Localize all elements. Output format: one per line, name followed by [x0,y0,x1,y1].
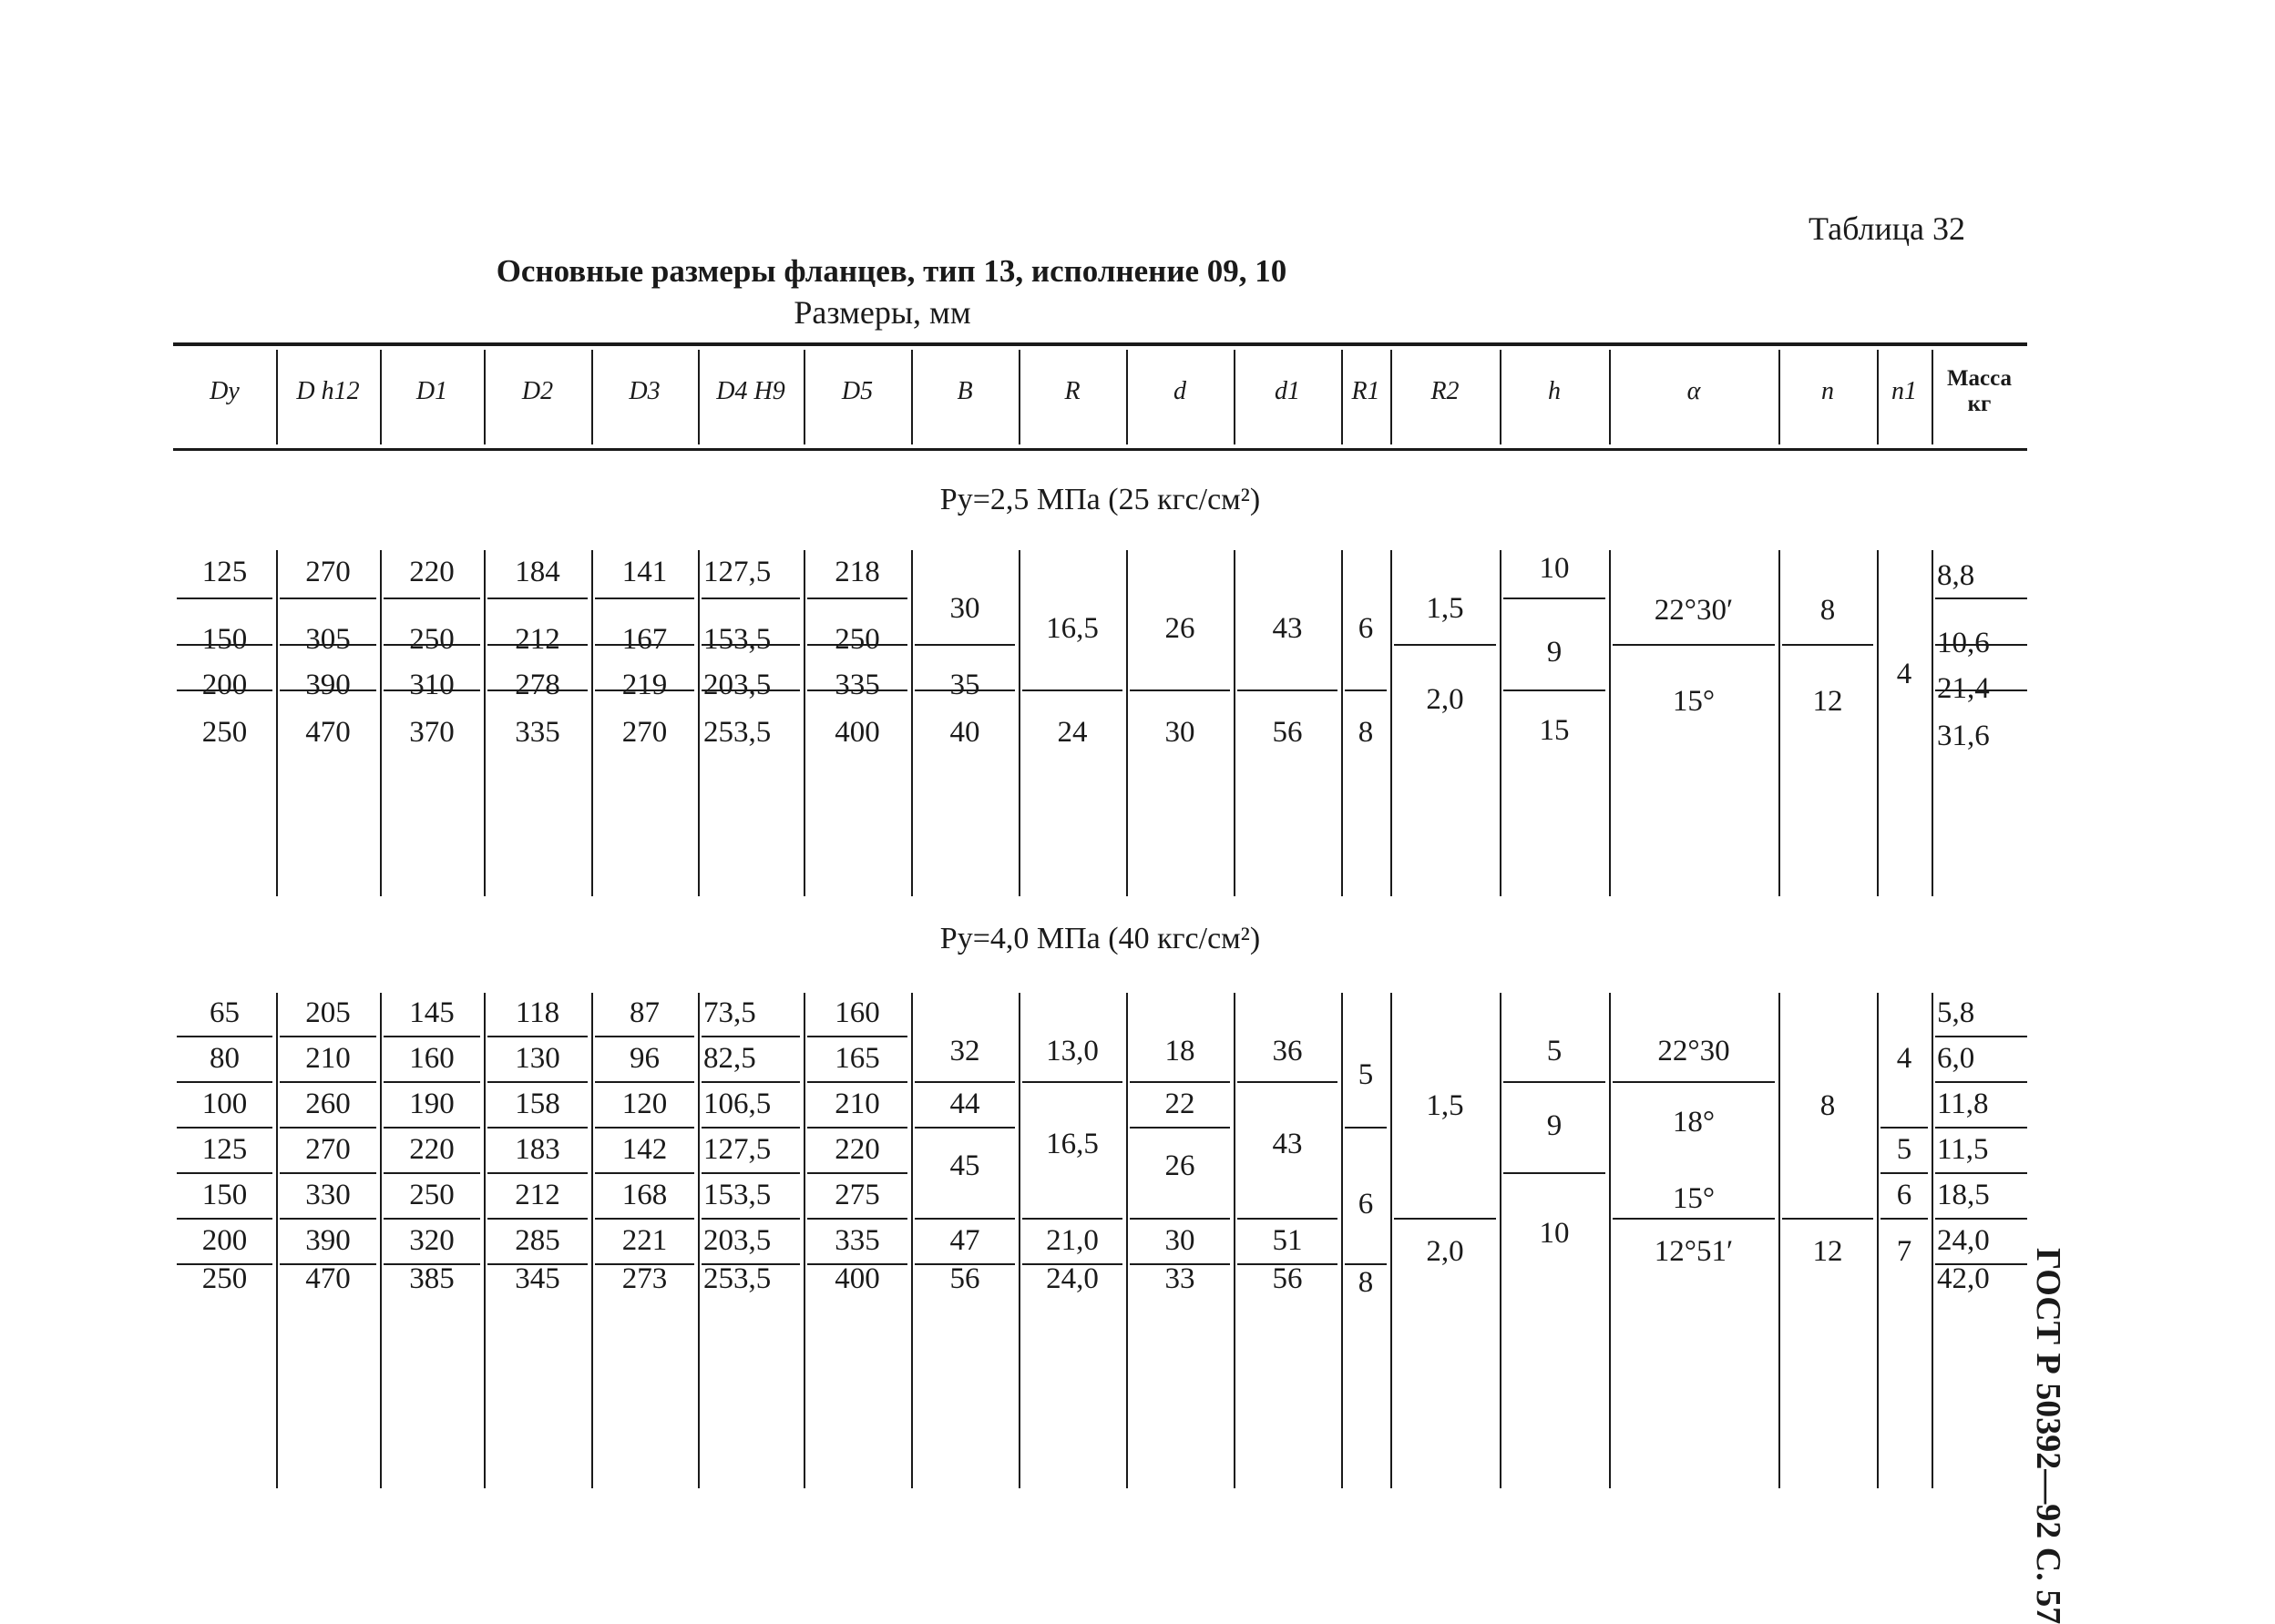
row-rule [1935,1036,2027,1037]
row-rule [1782,1218,1873,1220]
table-cell: 250 [201,1262,248,1295]
column-divider [1609,993,1611,1488]
table-cell: 184 [515,556,560,588]
column-divider [1019,550,1020,896]
cell-n: 8 [1819,1089,1836,1122]
table-cell: 118 [515,996,560,1029]
cell-r: 16,5 [1046,1128,1099,1160]
row-rule [177,598,272,599]
col-header-h: h [1548,376,1561,405]
column-divider [1126,993,1128,1488]
row-rule [177,1172,272,1174]
row-rule [1345,689,1387,691]
row-rule [807,1081,907,1083]
table-cell: 183 [515,1133,560,1166]
table-cell: 210 [835,1088,880,1120]
mass-header-label [1947,366,2012,417]
row-rule [384,1127,480,1129]
cell-n1: 4 [1896,1042,1912,1075]
table-cell: 250 [409,623,455,656]
cell-h: 10 [1539,552,1570,585]
row-rule [1022,1081,1122,1083]
table-cell: 120 [621,1088,668,1120]
column-divider [1778,550,1780,896]
row-rule [1394,644,1496,646]
cell-r: 13,0 [1046,1035,1099,1067]
row-rule [1022,1218,1122,1220]
table-cell: 200 [201,1224,248,1257]
mass-cell: 31,6 [1937,720,1990,752]
section-label-25mpa: Pу=2,5 МПа (25 кгс/см²) [939,483,1261,516]
col-header-d5: D5 [841,376,874,405]
table-cell: 253,5 [703,716,772,749]
cell-n1: 5 [1896,1133,1912,1166]
mass-cell: 24,0 [1937,1224,1990,1257]
col-header-b: B [957,376,973,405]
cell-r2: 2,0 [1426,683,1464,716]
row-rule [280,1172,376,1174]
row-rule [1935,1218,2027,1220]
cell-alpha: 18° [1672,1106,1716,1139]
row-rule [280,1036,376,1037]
column-divider [591,993,593,1488]
row-rule [702,1172,800,1174]
table-cell: 96 [630,1042,660,1075]
row-rule [1935,598,2027,599]
col-header-n: n [1821,376,1834,405]
column-divider [1390,550,1392,896]
row-rule [487,1127,588,1129]
cell-d1: 43 [1272,612,1303,645]
table-cell: 273 [621,1262,668,1295]
cell-d: 30 [1164,716,1195,749]
row-rule [1935,1081,2027,1083]
column-divider [484,550,486,896]
cell-b: 47 [949,1224,980,1257]
column-divider [591,550,593,896]
cell-b: 56 [949,1262,980,1295]
table-cell: 220 [409,1133,455,1166]
row-rule [702,1218,800,1220]
row-rule [384,1172,480,1174]
table-cell: 219 [621,669,668,701]
row-rule [1880,1218,1928,1220]
row-rule [384,1036,480,1037]
cell-alpha: 22°30 [1657,1035,1730,1067]
column-divider [1341,550,1343,896]
cell-r: 24,0 [1046,1262,1099,1295]
column-divider [698,550,700,896]
header-bottom-rule [173,448,2027,451]
column-divider [1341,993,1343,1488]
table-cell: 125 [201,556,248,588]
column-divider [276,550,278,896]
cell-r: 16,5 [1046,612,1099,645]
row-rule [595,1172,694,1174]
table-cell: 320 [409,1224,455,1257]
row-rule [1613,1081,1775,1083]
table-cell: 82,5 [703,1042,756,1075]
cell-r2: 1,5 [1426,1089,1464,1122]
column-divider [1877,993,1879,1488]
table-cell: 125 [201,1133,248,1166]
row-rule [487,598,588,599]
row-rule [915,1127,1015,1129]
table-cell: 220 [409,556,455,588]
cell-n: 8 [1819,594,1836,627]
table-cell: 250 [409,1179,455,1211]
table-cell: 87 [630,996,660,1029]
table-title [0,253,2275,290]
cell-d1: 56 [1272,716,1303,749]
row-rule [595,1218,694,1220]
table-cell: 335 [835,1224,880,1257]
table-cell: 153,5 [703,623,772,656]
row-rule [915,1081,1015,1083]
table-cell: 80 [210,1042,240,1075]
column-divider [1778,993,1780,1488]
flange-table [173,339,2027,1505]
mass-cell: 18,5 [1937,1179,1990,1211]
table-cell: 285 [515,1224,560,1257]
cell-r2: 2,0 [1426,1235,1464,1268]
col-header-d4-h9: D4 H9 [716,376,785,405]
column-divider [276,993,278,1488]
row-rule [1237,1218,1337,1220]
table-cell: 250 [201,716,248,749]
row-rule [487,1172,588,1174]
col-header-d-h12: D h12 [296,376,360,405]
row-rule [1394,1218,1496,1220]
mass-header-line2: кг [1967,391,1992,416]
table-cell: 106,5 [703,1088,772,1120]
table-cell: 73,5 [703,996,756,1029]
row-rule [1237,689,1337,691]
row-rule [595,1036,694,1037]
row-rule [280,598,376,599]
column-divider [1234,550,1235,896]
table-cell: 335 [515,716,560,749]
row-rule [702,1127,800,1129]
cell-alpha: 15° [1672,685,1716,718]
column-divider [911,550,913,896]
row-rule [915,644,1015,646]
row-rule [702,598,800,599]
table-cell: 275 [835,1179,880,1211]
row-rule [1613,1218,1775,1220]
table-cell: 168 [621,1179,668,1211]
cell-n: 12 [1812,1235,1843,1268]
column-divider [1390,993,1392,1488]
column-divider [1932,993,1933,1488]
table-cell: 127,5 [703,556,772,588]
table-cell: 200 [201,669,248,701]
table-cell: 390 [305,669,351,701]
col-header-n1: n1 [1891,376,1917,405]
table-cell: 370 [409,716,455,749]
cell-d: 22 [1164,1088,1195,1120]
col-header-alpha: α [1686,376,1701,405]
row-rule [384,1081,480,1083]
row-rule [1345,1127,1387,1129]
col-header-dy: Dу [210,376,240,405]
column-divider [804,993,805,1488]
row-rule [280,1218,376,1220]
col-header-d1-small: d1 [1275,376,1300,405]
row-rule [1782,644,1873,646]
table-cell: 220 [835,1133,880,1166]
cell-n1: 4 [1896,658,1912,690]
row-rule [1237,1081,1337,1083]
table-cell: 212 [515,1179,560,1211]
row-rule [1130,1218,1230,1220]
cell-h: 15 [1539,714,1570,747]
column-divider [1609,550,1611,896]
mass-cell: 8,8 [1937,559,1975,592]
table-cell: 142 [621,1133,668,1166]
cell-d1: 51 [1272,1224,1303,1257]
row-rule [384,1218,480,1220]
table-cell: 278 [515,669,560,701]
side-stamp: ГОСТ Р 50392—92 С. 57 [2029,1248,2067,1624]
col-header-r1: R1 [1351,376,1380,405]
mass-cell: 10,6 [1937,627,1990,659]
column-divider [380,550,382,896]
row-rule [177,1036,272,1037]
column-divider [698,993,700,1488]
table-cell: 203,5 [703,669,772,701]
table-cell: 390 [305,1224,351,1257]
cell-d1: 43 [1272,1128,1303,1160]
mass-cell: 42,0 [1937,1262,1990,1295]
table-cell: 190 [409,1088,455,1120]
cell-b: 32 [949,1035,980,1067]
row-rule [487,1218,588,1220]
table-title-text: Основные размеры фланцев, тип 13, исполнение 09, 10 [496,253,1287,289]
cell-alpha: 15° [1672,1182,1716,1215]
row-rule [807,1172,907,1174]
table-cell: 335 [835,669,880,701]
cell-alpha: 12°51′ [1654,1235,1734,1268]
table-cell: 145 [409,996,455,1029]
row-rule [1345,1263,1387,1265]
row-rule [1130,1081,1230,1083]
cell-b: 35 [949,669,980,701]
table-cell: 165 [835,1042,880,1075]
table-cell: 270 [621,716,668,749]
mass-cell: 11,8 [1937,1088,1989,1120]
row-rule [1503,1172,1605,1174]
col-header-d3: D3 [629,376,661,405]
table-cell: 385 [409,1262,455,1295]
cell-h: 10 [1539,1217,1570,1250]
cell-h: 9 [1546,1109,1563,1142]
cell-d: 26 [1164,612,1195,645]
row-rule [1880,1127,1928,1129]
table-cell: 218 [835,556,880,588]
table-cell: 270 [305,1133,351,1166]
row-rule [702,1036,800,1037]
section-label-40mpa: Pу=4,0 МПа (40 кгс/см²) [939,922,1261,955]
row-rule [807,1036,907,1037]
column-divider [1500,993,1501,1488]
row-rule [595,598,694,599]
table-cell: 130 [515,1042,560,1075]
table-cell: 250 [835,623,880,656]
cell-n1: 6 [1896,1179,1912,1211]
column-divider [380,993,382,1488]
cell-d: 30 [1164,1224,1195,1257]
cell-r1: 6 [1358,612,1374,645]
table-cell: 167 [621,623,668,656]
cell-b: 30 [949,592,980,625]
mass-cell: 21,4 [1937,672,1990,705]
row-rule [702,1081,800,1083]
col-header-r2: R2 [1430,376,1460,405]
mass-cell: 6,0 [1937,1042,1975,1075]
table-caption: Таблица 32 [1809,210,1965,247]
row-rule [915,1218,1015,1220]
row-rule [280,1081,376,1083]
table-cell: 330 [305,1179,351,1211]
table-cell: 400 [835,1262,880,1295]
table-cell: 160 [835,996,880,1029]
row-rule [280,1127,376,1129]
row-rule [1880,1172,1928,1174]
table-cell: 205 [305,996,351,1029]
cell-b: 44 [949,1088,980,1120]
row-rule [177,1218,272,1220]
table-cell: 210 [305,1042,351,1075]
table-cell: 305 [305,623,351,656]
cell-b: 45 [949,1149,980,1182]
row-rule [1935,1172,2027,1174]
col-header-r: R [1064,376,1081,405]
table-cell: 212 [515,623,560,656]
table-cell: 470 [305,1262,351,1295]
row-rule [1503,689,1605,691]
row-rule [487,1036,588,1037]
row-rule [1503,1081,1605,1083]
table-cell: 141 [621,556,668,588]
column-divider [1500,550,1501,896]
table-cell: 400 [835,716,880,749]
cell-r1: 5 [1358,1058,1374,1091]
row-rule [177,1127,272,1129]
table-cell: 153,5 [703,1179,772,1211]
mass-cell: 5,8 [1937,996,1975,1029]
table-cell: 127,5 [703,1133,772,1166]
row-rule [807,1218,907,1220]
row-rule [1613,644,1775,646]
table-cell: 270 [305,556,351,588]
cell-r1: 8 [1358,716,1374,749]
table-cell: 203,5 [703,1224,772,1257]
col-header-mass [1932,339,2027,444]
column-divider [911,993,913,1488]
cell-h: 9 [1546,636,1563,669]
row-rule [807,598,907,599]
mass-header-line1: Масса [1946,365,2013,391]
table-cell: 65 [210,996,240,1029]
column-divider [1877,550,1879,896]
table-cell: 150 [201,623,248,656]
row-rule [1022,689,1122,691]
cell-b: 40 [949,716,980,749]
cell-r: 21,0 [1046,1224,1099,1257]
row-rule [1503,598,1605,599]
col-header-d: d [1173,376,1186,405]
cell-n: 12 [1812,685,1843,718]
row-rule [595,1081,694,1083]
table-cell: 470 [305,716,351,749]
col-header-d2: D2 [521,376,554,405]
cell-r1: 8 [1358,1266,1374,1299]
col-header-d1: D1 [415,376,448,405]
row-rule [384,598,480,599]
cell-d: 18 [1164,1035,1195,1067]
table-subtitle-text: Размеры, мм [794,294,971,331]
table-cell: 260 [305,1088,351,1120]
table-cell: 158 [515,1088,560,1120]
table-cell: 345 [515,1262,560,1295]
cell-r: 24 [1057,716,1088,749]
table-cell: 253,5 [703,1262,772,1295]
row-rule [1130,1127,1230,1129]
row-rule [1935,1127,2027,1129]
table-cell: 310 [409,669,455,701]
column-divider [804,550,805,896]
table-cell: 221 [621,1224,668,1257]
table-subtitle [0,293,2275,332]
row-rule [1130,689,1230,691]
column-divider [484,993,486,1488]
row-rule [807,1127,907,1129]
row-rule [595,1127,694,1129]
cell-alpha: 22°30′ [1654,594,1734,627]
row-rule [487,1081,588,1083]
cell-d: 26 [1164,1149,1195,1182]
column-divider [1932,550,1933,896]
cell-d: 33 [1164,1262,1195,1295]
cell-r1: 6 [1358,1188,1374,1221]
table-cell: 150 [201,1179,248,1211]
cell-n1: 7 [1896,1235,1912,1268]
cell-d1: 56 [1272,1262,1303,1295]
cell-r2: 1,5 [1426,592,1464,625]
column-divider [1019,993,1020,1488]
table-cell: 100 [201,1088,248,1120]
mass-cell: 11,5 [1937,1133,1989,1166]
cell-d1: 36 [1272,1035,1303,1067]
row-rule [177,1081,272,1083]
cell-h: 5 [1546,1035,1563,1067]
column-divider [1126,550,1128,896]
table-cell: 160 [409,1042,455,1075]
column-divider [1234,993,1235,1488]
